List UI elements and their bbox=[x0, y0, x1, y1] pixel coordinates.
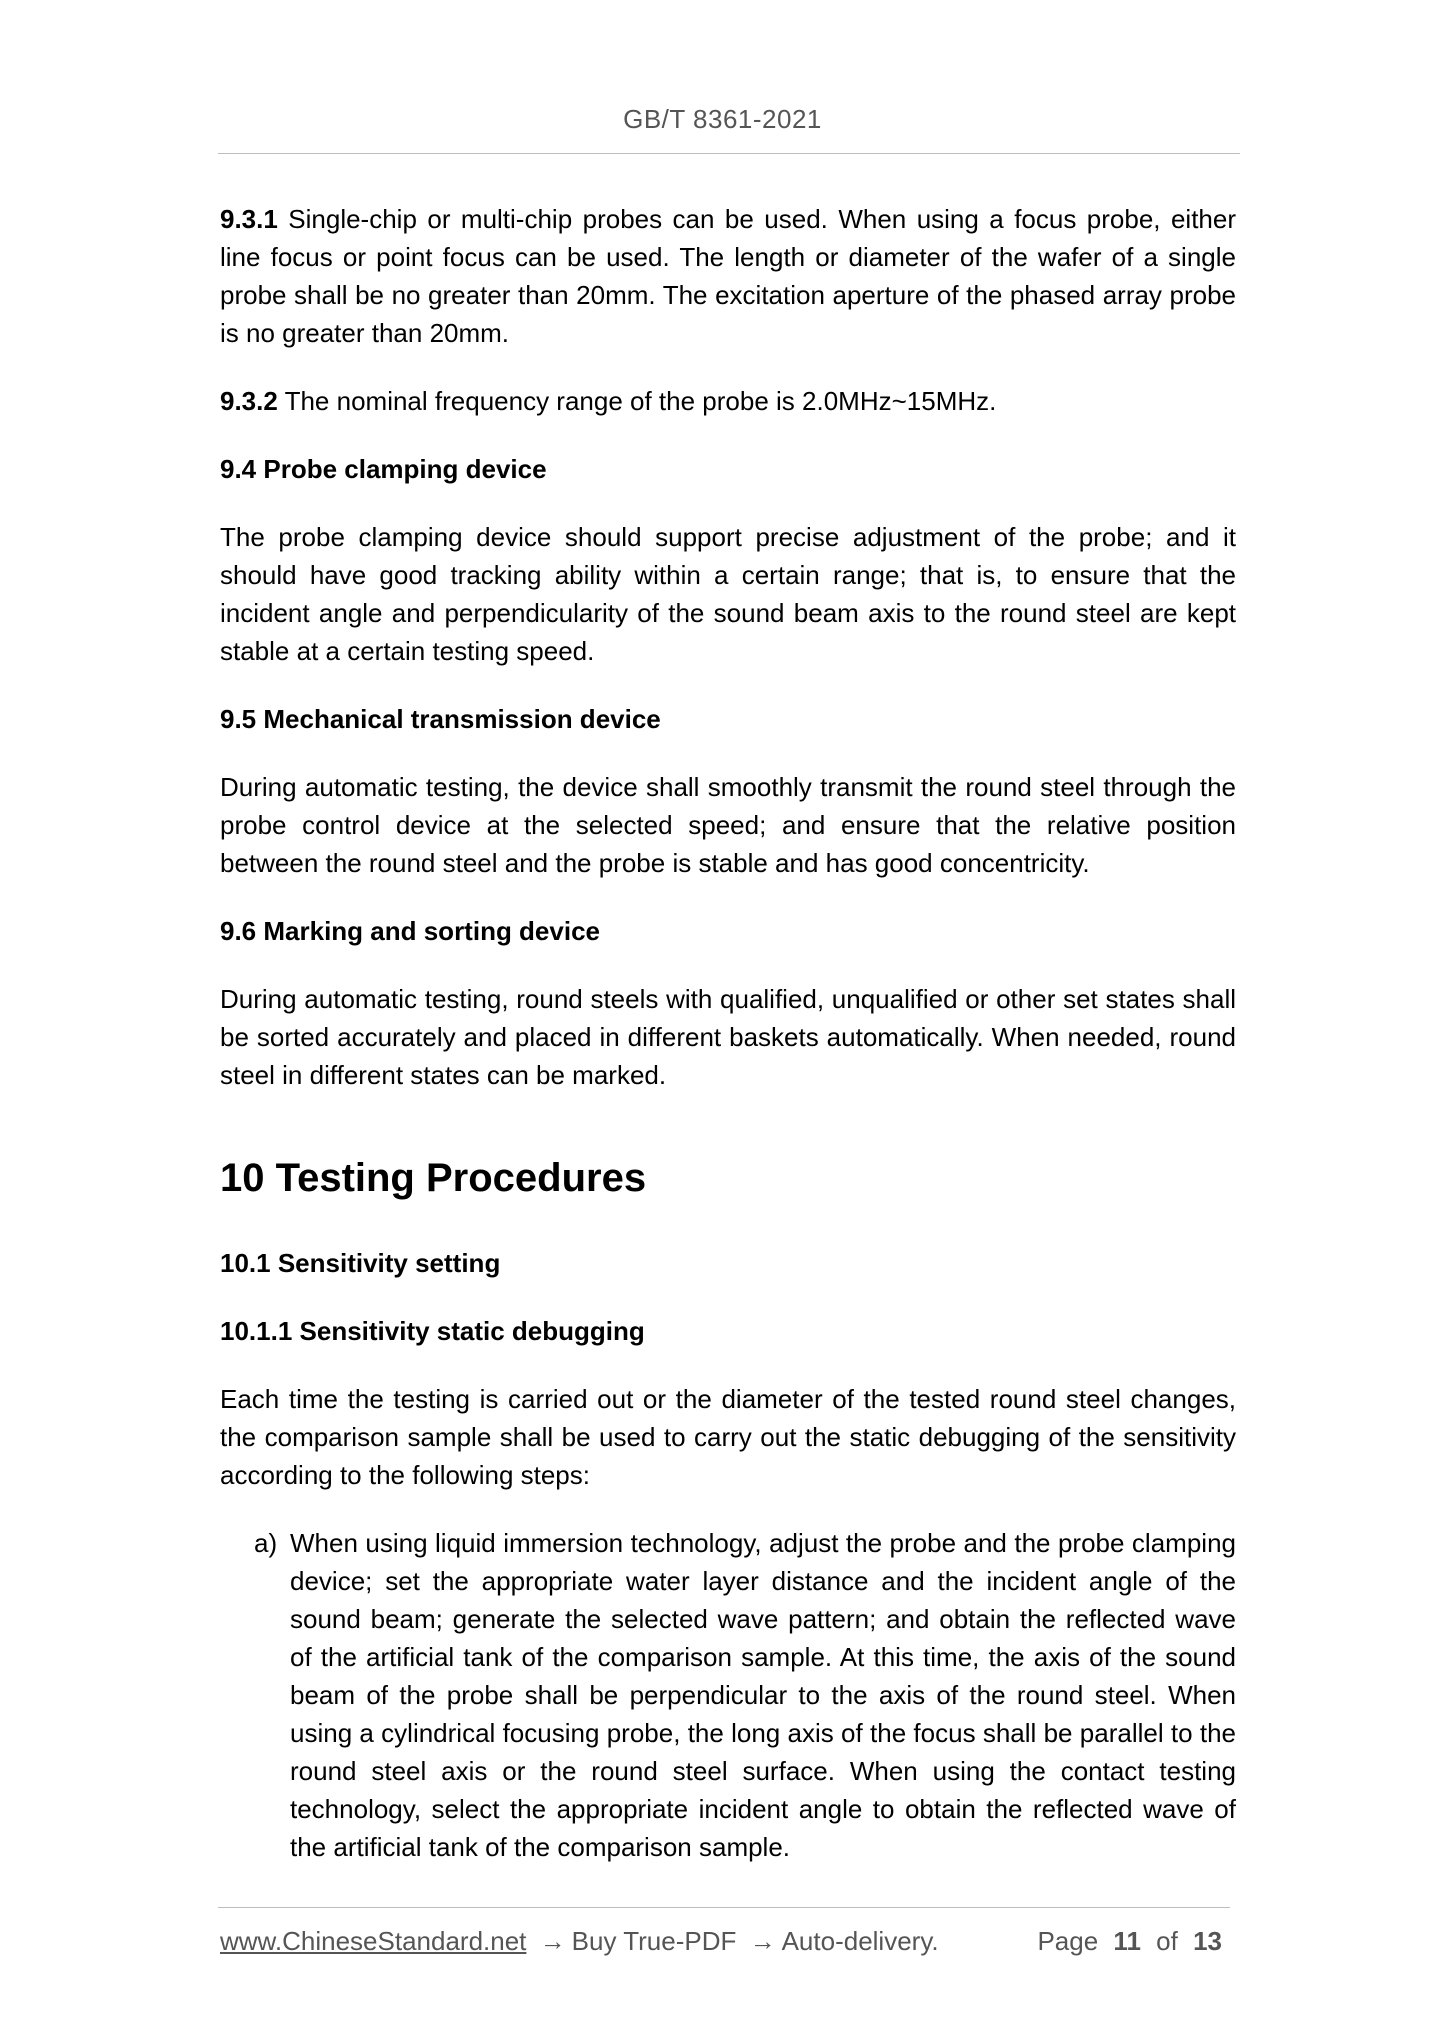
list-item-a bbox=[254, 1524, 1236, 1866]
website-link[interactable]: www.ChineseStandard.net bbox=[220, 1926, 527, 1956]
arrow-right-icon: → bbox=[749, 1926, 776, 1956]
paragraph-9-5: During automatic testing, the device shall smoothly transmit the round steel through the probe control device at the selected speed; and ensure that the relative position between the round steel and the probe is stable and has good concentricity. bbox=[220, 772, 1236, 878]
header-divider bbox=[218, 153, 1240, 154]
current-page-number: 11 bbox=[1113, 1926, 1141, 1956]
heading-9-4: 9.4 Probe clamping device bbox=[220, 454, 547, 484]
list-item-text: When using liquid immersion technology, adjust the probe and the probe clamping device; set the appropriate water layer distance and the incident angle of the sound beam; generate the selected wave pattern; and obtain the reflected wave of the artificial tank of the comparison sample. At this time, the axis of the sound beam of the probe shall be perpendicular to the axis of the round steel. When using a cylindrical focusing probe, the long axis of the focus shall be parallel to the round steel axis or the round steel surface. When using the contact testing technology, select the appropriate incident angle to obtain the reflected wave of the artificial tank of the comparison sample. bbox=[290, 1528, 1236, 1862]
list-marker: a) bbox=[254, 1528, 278, 1558]
arrow-right-icon: → bbox=[539, 1926, 566, 1956]
clause-text: The nominal frequency range of the probe is 2.0MHz~15MHz. bbox=[284, 386, 997, 416]
heading-9-5: 9.5 Mechanical transmission device bbox=[220, 704, 661, 734]
clause-9-3-1 bbox=[220, 200, 1236, 352]
paragraph-9-6: During automatic testing, round steels with qualified, unqualified or other set states shall be sorted accurately and placed in different baskets automatically. When needed, round steel in different states can be marked. bbox=[220, 984, 1236, 1090]
paragraph-10-1-1: Each time the testing is carried out or the diameter of the tested round steel changes, the comparison sample shall be used to carry out the static debugging of the sensitivity according to the following steps: bbox=[220, 1384, 1236, 1490]
heading-10-1-1: 10.1.1 Sensitivity static debugging bbox=[220, 1316, 645, 1346]
footer-divider bbox=[218, 1907, 1230, 1908]
clause-number: 9.3.1 bbox=[220, 204, 278, 234]
of-word: of bbox=[1156, 1926, 1178, 1956]
page-footer bbox=[220, 1926, 1230, 1966]
buy-text: Buy True-PDF bbox=[571, 1926, 737, 1956]
heading-9-6: 9.6 Marking and sorting device bbox=[220, 916, 600, 946]
footer-promo bbox=[220, 1926, 939, 1957]
total-pages-number: 13 bbox=[1193, 1926, 1222, 1956]
page-word: Page bbox=[1037, 1926, 1099, 1956]
heading-10-1: 10.1 Sensitivity setting bbox=[220, 1248, 501, 1278]
delivery-text: Auto-delivery. bbox=[781, 1926, 939, 1956]
clause-text: Single-chip or multi-chip probes can be used. When using a focus probe, either line focus or point focus can be used. The length or diameter of the wafer of a single probe shall be no greater than 20mm. The excitation aperture of the phased array probe is no greater than 20mm. bbox=[220, 204, 1236, 348]
page-indicator bbox=[1037, 1926, 1230, 1957]
paragraph-9-4: The probe clamping device should support precise adjustment of the probe; and it should have good tracking ability within a certain range; that is, to ensure that the incident angle and perpendicularity of the sound beam axis to the round steel are kept stable at a certain testing speed. bbox=[220, 522, 1236, 666]
clause-number: 9.3.2 bbox=[220, 386, 278, 416]
page-content bbox=[220, 200, 1236, 1866]
chapter-heading-10: 10 Testing Procedures bbox=[220, 1156, 647, 1200]
clause-9-3-2 bbox=[220, 382, 1236, 420]
header-document-code: GB/T 8361-2021 bbox=[623, 104, 822, 134]
